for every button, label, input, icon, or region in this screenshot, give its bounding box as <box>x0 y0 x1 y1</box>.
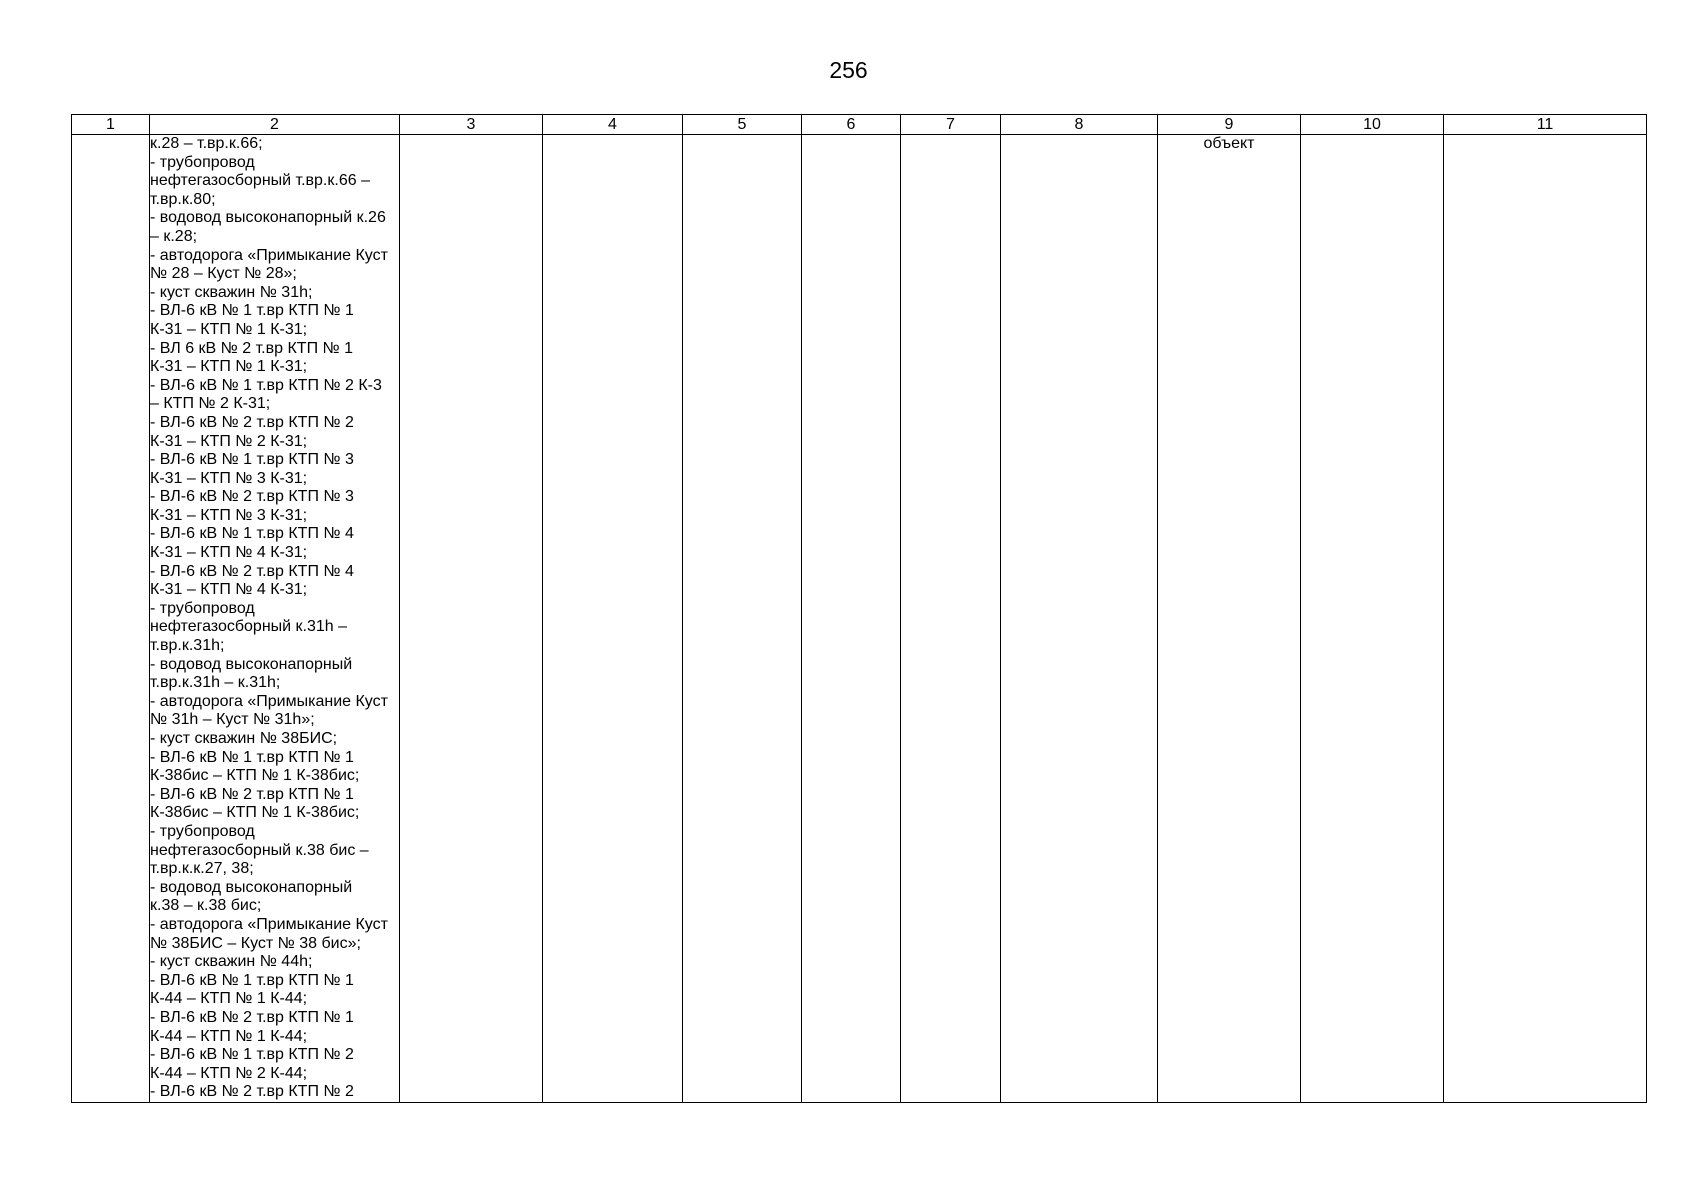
page-number: 256 <box>829 57 868 83</box>
cell-col-6 <box>802 135 901 1103</box>
cell-col-11 <box>1444 135 1647 1103</box>
cell-col-8 <box>1001 135 1158 1103</box>
cell-col-1 <box>72 135 150 1103</box>
column-header-3: 3 <box>400 115 543 135</box>
cell-col-2-object-list: к.28 – т.вр.к.66; - трубопровод нефтегазосборный т.вр.к.66 – т.вр.к.80; - водовод высоконапорный к.26 – к.28; - автодорога «Примыкание Куст № 28 – Куст № 28»; - куст скважин № 31h; - ВЛ-6 кВ № 1 т.вр КТП № 1 К-31 – КТП № 1 К-31; - ВЛ 6 кВ № 2 т.вр КТП № 1 К-31 – КТП № 1 К-31; - ВЛ-6 кВ № 1 т.вр КТП № 2 К-3 – КТП № 2 К-31; - ВЛ-6 кВ № 2 т.вр КТП № 2 К-31 – КТП № 2 К-31; - ВЛ-6 кВ № 1 т.вр КТП № 3 К-31 – КТП № 3 К-31; - ВЛ-6 кВ № 2 т.вр КТП № 3 К-31 – КТП № 3 К-31; - ВЛ-6 кВ № 1 т.вр КТП № 4 К-31 – КТП № 4 К-31; - ВЛ-6 кВ № 2 т.вр КТП № 4 К-31 – КТП № 4 К-31; - трубопровод нефтегазосборный к.31h – т.вр.к.31h; - водовод высоконапорный т.вр.к.31h – к.31h; - автодорога «Примыкание Куст № 31h – Куст № 31h»; - куст скважин № 38БИС; - ВЛ-6 кВ № 1 т.вр КТП № 1 К-38бис – КТП № 1 К-38бис; - ВЛ-6 кВ № 2 т.вр КТП № 1 К-38бис – КТП № 1 К-38бис; - трубопровод нефтегазосборный к.38 бис – т.вр.к.к.27, 38; - водовод высоконапорный к.38 – к.38 бис; - автодорога «Примыкание Куст № 38БИС – Куст № 38 бис»; - куст скважин № 44h; - ВЛ-6 кВ № 1 т.вр КТП № 1 К-44 – КТП № 1 К-44; - ВЛ-6 кВ № 2 т.вр КТП № 1 К-44 – КТП № 1 К-44; - ВЛ-6 кВ № 1 т.вр КТП № 2 К-44 – КТП № 2 К-44; - ВЛ-6 кВ № 2 т.вр КТП № 2 <box>150 135 400 1103</box>
cell-col-4 <box>543 135 683 1103</box>
cell-col-10 <box>1301 135 1444 1103</box>
column-header-7: 7 <box>901 115 1001 135</box>
header-row <box>72 115 1647 135</box>
column-header-8: 8 <box>1001 115 1158 135</box>
column-header-1: 1 <box>72 115 150 135</box>
table-row <box>72 135 1647 1103</box>
document-table <box>71 114 1647 1103</box>
cell-col-7 <box>901 135 1001 1103</box>
column-header-9: 9 <box>1158 115 1301 135</box>
column-header-11: 11 <box>1444 115 1647 135</box>
cell-col-3 <box>400 135 543 1103</box>
column-header-4: 4 <box>543 115 683 135</box>
column-header-10: 10 <box>1301 115 1444 135</box>
cell-col-5 <box>683 135 802 1103</box>
column-header-5: 5 <box>683 115 802 135</box>
column-header-6: 6 <box>802 115 901 135</box>
column-header-2: 2 <box>150 115 400 135</box>
cell-col-9: объект <box>1158 135 1301 1103</box>
